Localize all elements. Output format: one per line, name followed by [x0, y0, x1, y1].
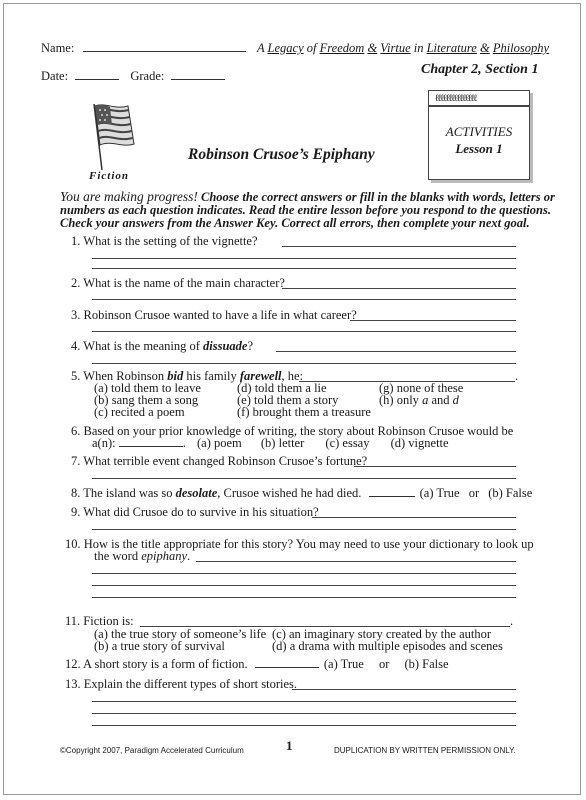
question-text: , Crusoe wished he had died. — [217, 486, 362, 500]
question-text: 5. When Robinson — [71, 369, 168, 383]
answer-line[interactable] — [92, 331, 516, 332]
or-text: or — [468, 486, 480, 500]
activities-notepad — [428, 90, 530, 180]
option-c[interactable]: (c) an imaginary story created by the author — [272, 627, 492, 641]
series-word: Legacy — [267, 41, 304, 55]
option-d[interactable]: (d) told them a lie — [237, 381, 327, 395]
answer-line[interactable] — [92, 597, 516, 598]
series-prefix: A — [257, 41, 265, 55]
question-2: 2. What is the name of the main character? — [71, 276, 285, 290]
question-6-choices: a(n): . (a) poem (b) letter (c) essay (d) vignette — [92, 436, 449, 450]
answer-line[interactable] — [92, 585, 516, 586]
option-f[interactable]: (f) brought them a treasure — [237, 405, 371, 419]
option-d[interactable]: (d) a drama with multiple episodes and scenes — [272, 639, 503, 653]
answer-line[interactable] — [92, 573, 516, 574]
question-12 — [65, 657, 449, 672]
vocab-word: desolate — [175, 486, 218, 500]
answer-line[interactable] — [92, 268, 516, 269]
option-text: d — [452, 393, 459, 407]
series-word: in — [413, 41, 424, 55]
copyright: ©Copyright 2007, Paradigm Accelerated Curriculum — [60, 746, 244, 755]
question-7: 7. What terrible event changed Robinson Crusoe’s fortune? — [71, 454, 368, 468]
false-option[interactable]: (b) False — [488, 486, 533, 500]
period-mark: . — [510, 614, 514, 628]
date-grade-row — [41, 69, 225, 84]
option-a[interactable]: (a) told them to leave — [94, 381, 201, 395]
answer-blank[interactable] — [369, 496, 415, 497]
question-13: 13. Explain the different types of short stories. — [65, 677, 298, 691]
option-d[interactable]: (d) vignette — [390, 436, 449, 450]
option-a[interactable]: (a) the true story of someone’s life — [94, 627, 267, 641]
answer-line[interactable] — [196, 561, 516, 562]
question-9: 9. What did Crusoe do to survive in his situation? — [71, 505, 319, 519]
answer-blank[interactable] — [119, 446, 183, 447]
series-title — [257, 41, 549, 56]
answer-line[interactable] — [92, 725, 516, 726]
logo-caption: Fiction — [89, 170, 130, 182]
question-text: his family — [183, 369, 240, 383]
answer-line[interactable] — [354, 466, 516, 467]
answer-line[interactable] — [92, 258, 516, 259]
option-text: a — [422, 393, 429, 407]
name-field[interactable] — [83, 51, 246, 52]
chapter-heading: Chapter 2, Section 1 — [421, 62, 539, 77]
question-text: , he: — [281, 369, 304, 383]
question-text: . — [187, 549, 191, 563]
question-3: 3. Robinson Crusoe wanted to have a life in what career? — [71, 308, 357, 322]
series-word: Literature — [426, 41, 477, 55]
question-8 — [71, 486, 532, 501]
series-word: Virtue — [380, 41, 411, 55]
question-10: 10. How is the title appropriate for this story? You may need to use your dictionary to look up — [65, 537, 534, 551]
instructions-lead: You are making progress! — [60, 189, 198, 204]
option-a[interactable]: (a) poem — [196, 436, 242, 450]
answer-line[interactable] — [92, 478, 516, 479]
page-number: 1 — [286, 738, 293, 753]
period-mark: . — [515, 369, 519, 383]
grade-field[interactable] — [171, 79, 225, 80]
answer-line[interactable] — [312, 517, 516, 518]
answer-line[interactable] — [292, 689, 516, 690]
instructions — [60, 190, 555, 230]
question-text: 12. A short story is a form of fiction. — [65, 657, 248, 671]
question-text: ? — [247, 339, 254, 353]
vocab-word: bid — [167, 369, 184, 383]
answer-line[interactable] — [92, 529, 516, 530]
option-g[interactable]: (g) none of these — [379, 381, 464, 395]
option-c[interactable]: (c) recited a poem — [94, 405, 185, 419]
notepad-bar — [429, 105, 529, 107]
answer-blank[interactable] — [255, 667, 319, 668]
option-b[interactable]: (b) sang them a song — [94, 393, 199, 407]
name-row — [41, 41, 246, 56]
notepad-lesson: Lesson 1 — [455, 141, 503, 156]
instructions-text: Choose the correct answers or fill in the blanks with words, letters or — [197, 190, 555, 204]
answer-line[interactable] — [92, 713, 516, 714]
notepad-activities: ACTIVITIES — [445, 124, 513, 139]
question-text: the word — [94, 549, 142, 563]
answer-line[interactable] — [350, 320, 516, 321]
option-c[interactable]: (c) essay — [325, 436, 370, 450]
name-label: Name: — [41, 41, 75, 55]
option-text: and — [428, 393, 453, 407]
question-10-cont — [94, 549, 190, 564]
series-word: Freedom — [319, 41, 365, 55]
question-1: 1. What is the setting of the vignette? — [71, 234, 258, 248]
fiction-logo — [80, 98, 140, 184]
answer-line[interactable] — [282, 288, 516, 289]
flag-icon — [80, 98, 140, 172]
duplication-notice: DUPLICATION BY WRITTEN PERMISSION ONLY. — [334, 746, 516, 755]
instructions-line — [60, 190, 555, 204]
vocab-word: epiphany — [141, 549, 188, 563]
question-6: 6. Based on your prior knowledge of writing, the story about Robinson Crusoe would be — [71, 424, 514, 438]
answer-line[interactable] — [92, 701, 516, 702]
page-title: Robinson Crusoe’s Epiphany — [188, 146, 375, 163]
grade-label: Grade: — [130, 69, 165, 83]
answer-line[interactable] — [276, 351, 516, 352]
true-option[interactable]: (a) True — [323, 657, 364, 671]
option-b[interactable]: (b) letter — [260, 436, 305, 450]
option-b[interactable]: (b) a true story of survival — [94, 639, 225, 653]
question-11: 11. Fiction is: — [65, 614, 134, 628]
instructions-text: numbers as each question indicates. Read the entire lesson before you respond to the questions. — [60, 203, 552, 217]
answer-line[interactable] — [92, 363, 516, 364]
true-option[interactable]: (a) True — [419, 486, 460, 500]
vocab-word: dissuade — [203, 339, 248, 353]
series-word: & — [367, 41, 378, 55]
question-4 — [71, 339, 253, 354]
question-text: 4. What is the meaning of — [71, 339, 204, 353]
option-e[interactable]: (e) told them a story — [237, 393, 339, 407]
series-word: Philosophy — [492, 41, 550, 55]
question-text: 8. The island was so — [71, 486, 176, 500]
answer-line[interactable] — [282, 246, 516, 247]
false-option[interactable]: (b) False — [404, 657, 449, 671]
spiral-rings-icon: ℓℓℓℓℓℓℓℓℓℓℓℓℓℓℓ — [435, 93, 477, 104]
option-text: (h) only — [379, 393, 423, 407]
instructions-text: Check your answers from the Answer Key. Correct all errors, then complete your next goal. — [60, 216, 530, 230]
date-field[interactable] — [75, 79, 119, 80]
question-text: a(n): — [92, 436, 116, 450]
series-word: & — [479, 41, 490, 55]
option-h[interactable] — [379, 393, 459, 408]
or-text: or — [378, 657, 390, 671]
date-label: Date: — [41, 69, 69, 83]
answer-line[interactable] — [92, 299, 516, 300]
vocab-word: farewell — [239, 369, 282, 383]
series-word: of — [306, 41, 317, 55]
